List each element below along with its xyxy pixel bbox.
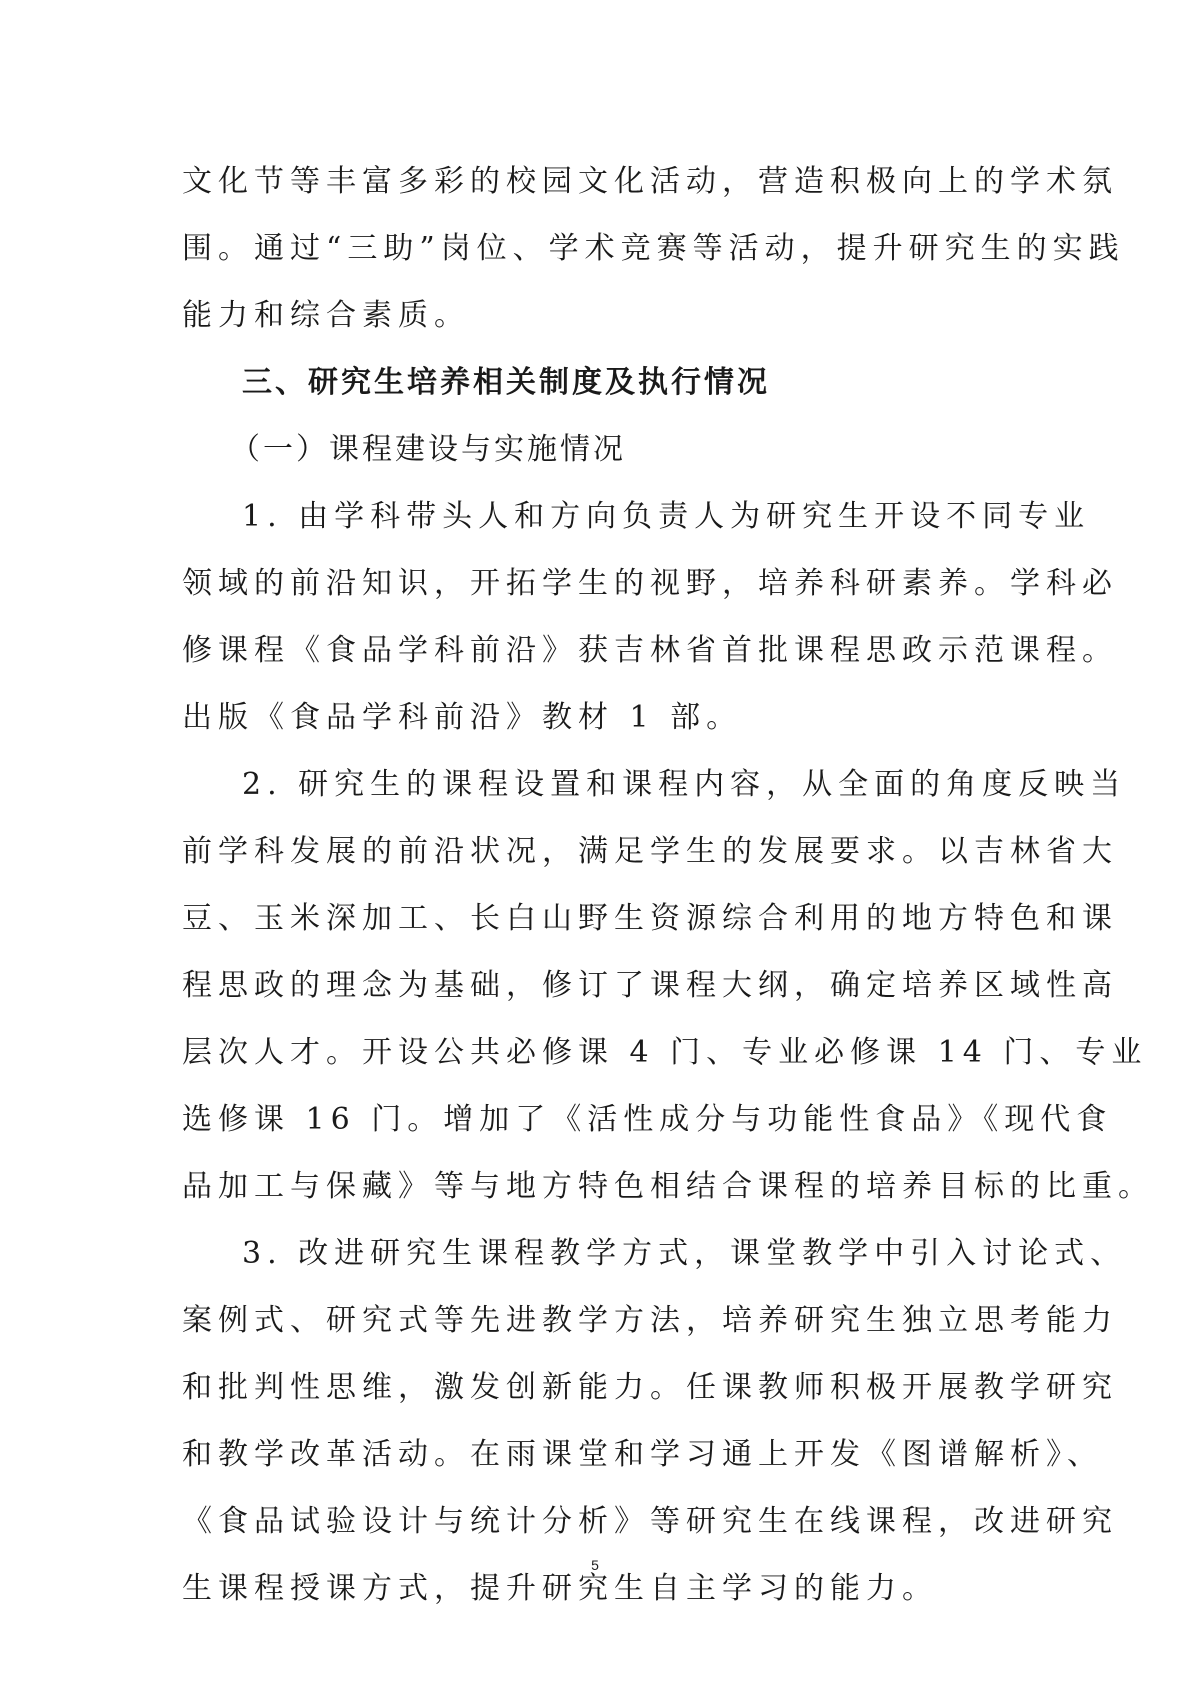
text-line: 层次人才。开设公共必修课 4 门、专业必修课 14 门、专业 [182, 1035, 1148, 1070]
paragraph-1 [182, 483, 1118, 751]
text-line: 围。通过“三助”岗位、学术竞赛等活动，提升研究生的实践 [182, 231, 1125, 266]
text-line: 领域的前沿知识，开拓学生的视野，培养科研素养。学科必 [182, 566, 1118, 601]
text-line: 豆、玉米深加工、长白山野生资源综合利用的地方特色和课 [182, 901, 1118, 936]
text-line: 出版《食品学科前沿》教材 1 部。 [182, 700, 743, 735]
text-line: 《食品试验设计与统计分析》等研究生在线课程，改进研究 [182, 1504, 1118, 1539]
text-line: 2. 研究生的课程设置和课程内容，从全面的角度反映当 [242, 767, 1127, 802]
text-line: 1. 由学科带头人和方向负责人为研究生开设不同专业 [242, 499, 1091, 534]
page-number: 5 [591, 1557, 599, 1573]
text-line: 能力和综合素质。 [182, 298, 470, 333]
text-line: 选修课 16 门。增加了《活性成分与功能性食品》《现代食 [182, 1102, 1113, 1137]
subsection-heading: （一）课程建设与实施情况 [230, 432, 626, 467]
text-line: 生课程授课方式，提升研究生自主学习的能力。 [182, 1571, 938, 1606]
text-line: 和教学改革活动。在雨课堂和学习通上开发《图谱解析》、 [182, 1437, 1103, 1472]
text-line: 品加工与保藏》等与地方特色相结合课程的培养目标的比重。 [182, 1169, 1154, 1204]
text-line: 3. 改进研究生课程教学方式，课堂教学中引入讨论式、 [242, 1236, 1127, 1271]
text-line: 文化节等丰富多彩的校园文化活动，营造积极向上的学术氛 [182, 164, 1118, 199]
paragraph-2 [182, 751, 1154, 1220]
text-line: 和批判性思维，激发创新能力。任课教师积极开展教学研究 [182, 1370, 1118, 1405]
text-line: 前学科发展的前沿状况，满足学生的发展要求。以吉林省大 [182, 834, 1118, 869]
section-heading: 三、研究生培养相关制度及执行情况 [242, 365, 770, 400]
text-line: 程思政的理念为基础，修订了课程大纲，确定培养区域性高 [182, 968, 1118, 1003]
text-line: 案例式、研究式等先进教学方法，培养研究生独立思考能力 [182, 1303, 1118, 1338]
text-line: 修课程《食品学科前沿》获吉林省首批课程思政示范课程。 [182, 633, 1118, 668]
document-body [182, 148, 1154, 1622]
